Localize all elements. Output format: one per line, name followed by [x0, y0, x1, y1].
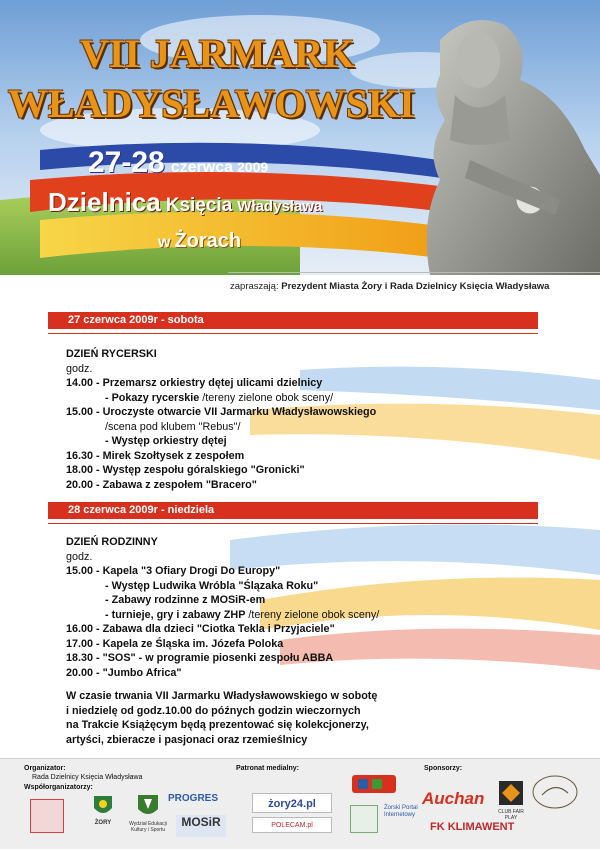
zory-crest-logo — [92, 794, 114, 824]
program-line: - Występ Ludwika Wróbla "Ślązaka Roku" — [105, 579, 319, 592]
day1-godz: godz. — [66, 362, 93, 375]
day1-title: DZIEŃ RYCERSKI — [66, 348, 157, 360]
winery-logo — [528, 773, 582, 815]
title-line-2: WŁADYSŁAWOWSKI — [8, 81, 415, 126]
footer-sponsors — [0, 758, 600, 849]
sponsors-label: Sponsorzy: — [424, 765, 463, 772]
program-line: 15.00 - Uroczyste otwarcie VII Jarmarku Władysławowskiego — [66, 406, 377, 418]
event-city — [158, 230, 241, 253]
district-word: Dzielnica — [48, 187, 161, 217]
day2-program — [66, 535, 379, 680]
program-line: 14.00 - Przemarsz orkiestry dętej ulicami dzielnicy — [66, 377, 323, 389]
fair-note — [66, 689, 377, 747]
title-line-1: VII JARMARK — [80, 31, 355, 76]
mosir-logo: MOSiR — [176, 815, 226, 837]
district-ksiecia: Księcia — [165, 195, 233, 216]
city-preposition: w — [158, 234, 171, 251]
district-name — [48, 187, 322, 218]
media-label: Patronat medialny: — [236, 765, 300, 772]
polecam-logo: POLECAM.pl — [252, 817, 332, 833]
wydzial-logo — [122, 793, 174, 837]
program-line: - Występ orkiestry dętej — [105, 435, 227, 447]
program-line: - turnieje, gry i zabawy ZHP /tereny zielone obok sceny/ — [105, 608, 380, 621]
zory-caption: ŻORY — [94, 820, 112, 826]
clubfair-logo: CLUB FAIR PLAY — [494, 779, 528, 819]
note-line: artyści, zbieracze i pasjonaci oraz rzemieślnicy — [66, 733, 308, 746]
coorganizers-label: Współorganizatorzy: — [24, 784, 93, 791]
city-name: Żorach — [174, 230, 242, 252]
day2-header: 28 czerwca 2009r - niedziela — [48, 502, 538, 519]
portal-logo: Żorski Portal Internetowy — [384, 805, 418, 818]
note-line: na Trakcie Książęcym będą prezentować się kolekcjonerzy, — [66, 719, 369, 731]
day1-header: 27 czerwca 2009r - sobota — [48, 312, 538, 329]
note-line: i niedzielę od godz.10.00 do późnych godzin wieczornych — [66, 704, 361, 717]
day2-rule — [48, 523, 538, 524]
event-dates — [88, 146, 268, 180]
program-line: 16.30 - Mirek Szołtysek z zespołem — [66, 449, 245, 462]
invitation-prefix: zapraszają: — [230, 281, 279, 292]
day1-program — [66, 347, 376, 492]
program-line: 15.00 - Kapela "3 Ofiary Drogi Do Europy" — [66, 565, 281, 577]
organizer-name: Rada Dzielnicy Księcia Władysława — [32, 774, 143, 781]
district-wladyslawa: Władysława — [237, 198, 323, 215]
program-line: 20.00 - "Jumbo Africa" — [66, 666, 182, 679]
day2-title: DZIEŃ RODZINNY — [66, 536, 158, 548]
tv-logo — [350, 771, 398, 797]
invitation-line — [230, 281, 549, 292]
invitation-hosts: Prezydent Miasta Żory i Rada Dzielnicy Księcia Władysława — [281, 281, 550, 292]
auchan-logo: Auchan — [422, 789, 485, 808]
program-line: - Pokazy rycerskie /tereny zielone obok sceny/ — [105, 391, 334, 404]
program-line: 20.00 - Zabawa z zespołem "Bracero" — [66, 478, 257, 491]
hero-banner — [0, 0, 600, 275]
note-line: W czasie trwania VII Jarmarku Władysławowskiego w sobotę — [66, 690, 378, 702]
progres-logo: PROGRES — [168, 793, 219, 804]
zory24-logo: żory24.pl — [252, 793, 332, 813]
program-line: 18.30 - "SOS" - w programie piosenki zespołu ABBA — [66, 652, 334, 664]
dates-month: czerwca — [170, 159, 233, 176]
wydzial-caption: Wydział Edukacji Kultury i Sportu — [129, 821, 167, 833]
day1-rule — [48, 333, 538, 334]
organizer-label: Organizator: — [24, 765, 66, 772]
dom-kultury-logo — [30, 799, 64, 833]
program-line: 17.00 - Kapela ze Śląska im. Józefa Poloka — [66, 637, 284, 650]
program-line: /scena pod klubem "Rebus"/ — [105, 420, 241, 433]
dates-year: 2009 — [237, 159, 269, 175]
klimawent-logo: FK KLIMAWENT — [430, 821, 515, 833]
dates-days: 27-28 — [88, 146, 165, 179]
program-line: - Zabawy rodzinne z MOSiR-em — [105, 594, 266, 606]
program-line: 16.00 - Zabawa dla dzieci "Ciotka Tekla i Przyjaciele" — [66, 623, 335, 635]
day2-godz: godz. — [66, 550, 93, 563]
divider — [228, 272, 600, 273]
program-line: 18.00 - Występ zespołu góralskiego "Gronicki" — [66, 464, 305, 476]
radio-logo — [350, 805, 378, 833]
